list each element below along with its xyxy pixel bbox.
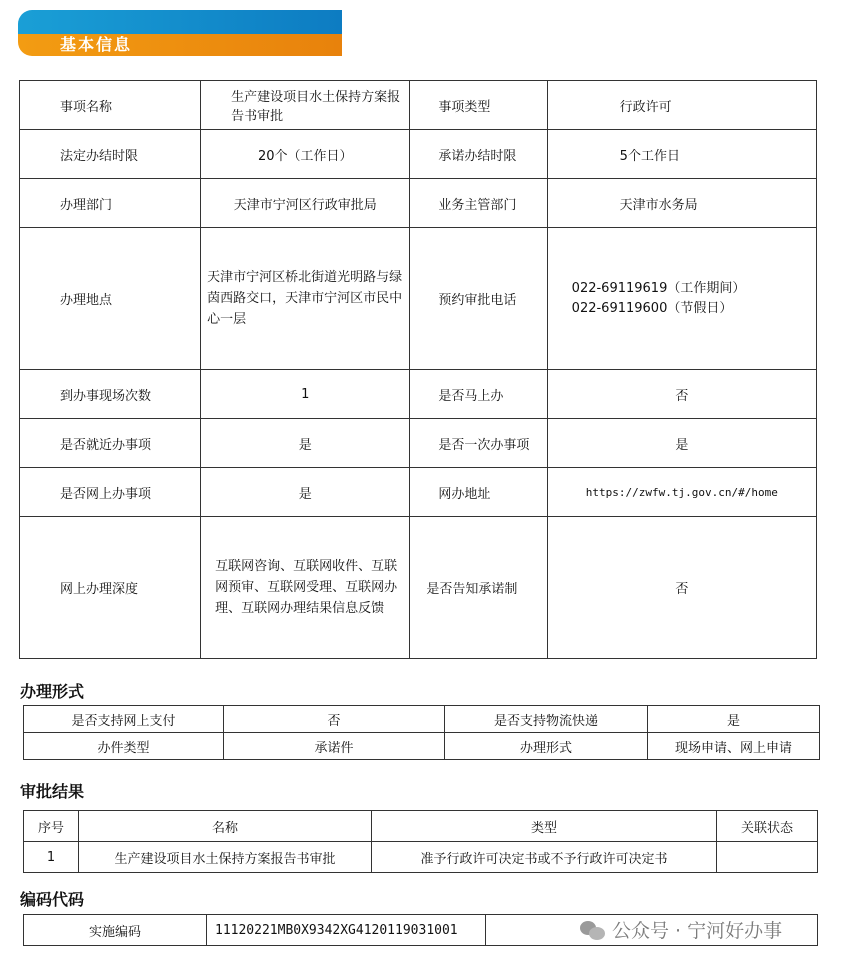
label-cell: 是否支持网上支付	[24, 706, 224, 733]
phone-holiday: 022-69119600（节假日）	[571, 300, 733, 316]
table-row	[20, 370, 817, 419]
value-cell: 承诺件	[224, 733, 445, 760]
label-cell: 事项类型	[410, 81, 547, 130]
header-cell: 名称	[79, 811, 372, 842]
value-cell: 否	[547, 370, 816, 419]
table-row	[24, 706, 820, 733]
table-row	[20, 517, 817, 659]
section-banner	[18, 10, 342, 56]
label-cell: 承诺办结时限	[410, 130, 547, 179]
value-cell: 是	[547, 419, 816, 468]
value-cell: 5个工作日	[547, 130, 816, 179]
basic-info-table	[19, 80, 817, 659]
wechat-icon	[580, 919, 606, 941]
value-cell	[547, 228, 816, 370]
value-cell: 是	[201, 419, 410, 468]
label-cell: 事项名称	[20, 81, 201, 130]
label-cell: 是否就近办事项	[20, 419, 201, 468]
value-cell: 否	[224, 706, 445, 733]
value-cell: 互联网咨询、互联网收件、互联网预审、互联网受理、互联网办理、互联网办理结果信息反馈	[201, 517, 410, 659]
website-link[interactable]: https://zwfw.tj.gov.cn/#/home	[547, 468, 816, 517]
label-cell: 网上办理深度	[20, 517, 201, 659]
value-cell: 11120221MB0X9342XG4120119031001	[207, 915, 486, 946]
phone-work: 022-69119619（工作期间）	[571, 280, 746, 296]
value-cell: 天津市宁河区行政审批局	[201, 179, 410, 228]
value-cell: 天津市宁河区桥北街道光明路与绿茵西路交口，天津市宁河区市民中心一层	[201, 228, 410, 370]
form-table	[23, 705, 820, 760]
label-cell: 是否马上办	[410, 370, 547, 419]
value-cell: 生产建设项目水土保持方案报告书审批	[79, 842, 372, 873]
value-cell: 生产建设项目水土保持方案报告书审批	[201, 81, 410, 130]
table-row	[20, 179, 817, 228]
value-cell: 是	[648, 706, 820, 733]
value-cell: 行政许可	[547, 81, 816, 130]
value-cell: 现场申请、网上申请	[648, 733, 820, 760]
value-cell: 准予行政许可决定书或不予行政许可决定书	[372, 842, 717, 873]
table-row	[20, 228, 817, 370]
value-cell: 20个（工作日）	[201, 130, 410, 179]
section-title-result: 审批结果	[20, 782, 85, 801]
header-cell: 类型	[372, 811, 717, 842]
result-table	[23, 810, 818, 873]
header-cell: 序号	[24, 811, 79, 842]
value-cell: 否	[547, 517, 816, 659]
value-cell: 是	[201, 468, 410, 517]
watermark	[580, 916, 782, 943]
section-title-form: 办理形式	[20, 682, 85, 701]
table-row	[20, 419, 817, 468]
table-row	[20, 81, 817, 130]
header-cell: 关联状态	[717, 811, 818, 842]
watermark-text: 公众号 · 宁河好办事	[612, 920, 783, 942]
label-cell: 办理地点	[20, 228, 201, 370]
section-title-code: 编码代码	[20, 890, 85, 909]
value-cell: 1	[201, 370, 410, 419]
label-cell: 办件类型	[24, 733, 224, 760]
table-row	[20, 130, 817, 179]
label-cell: 业务主管部门	[410, 179, 547, 228]
label-cell: 到办事现场次数	[20, 370, 201, 419]
value-cell: 1	[24, 842, 79, 873]
table-row	[24, 733, 820, 760]
table-header-row	[24, 811, 818, 842]
label-cell: 是否网上办事项	[20, 468, 201, 517]
label-cell: 是否一次办事项	[410, 419, 547, 468]
section-title-basic-info: 基本信息	[60, 35, 133, 54]
label-cell: 法定办结时限	[20, 130, 201, 179]
value-cell	[717, 842, 818, 873]
label-cell: 是否告知承诺制	[410, 517, 547, 659]
label-cell: 网办地址	[410, 468, 547, 517]
label-cell: 是否支持物流快递	[445, 706, 648, 733]
table-row	[24, 842, 818, 873]
label-cell: 预约审批电话	[410, 228, 547, 370]
value-cell: 天津市水务局	[547, 179, 816, 228]
label-cell: 办理形式	[445, 733, 648, 760]
table-row	[20, 468, 817, 517]
banner-blue-band	[18, 10, 342, 34]
label-cell: 实施编码	[24, 915, 207, 946]
label-cell: 办理部门	[20, 179, 201, 228]
